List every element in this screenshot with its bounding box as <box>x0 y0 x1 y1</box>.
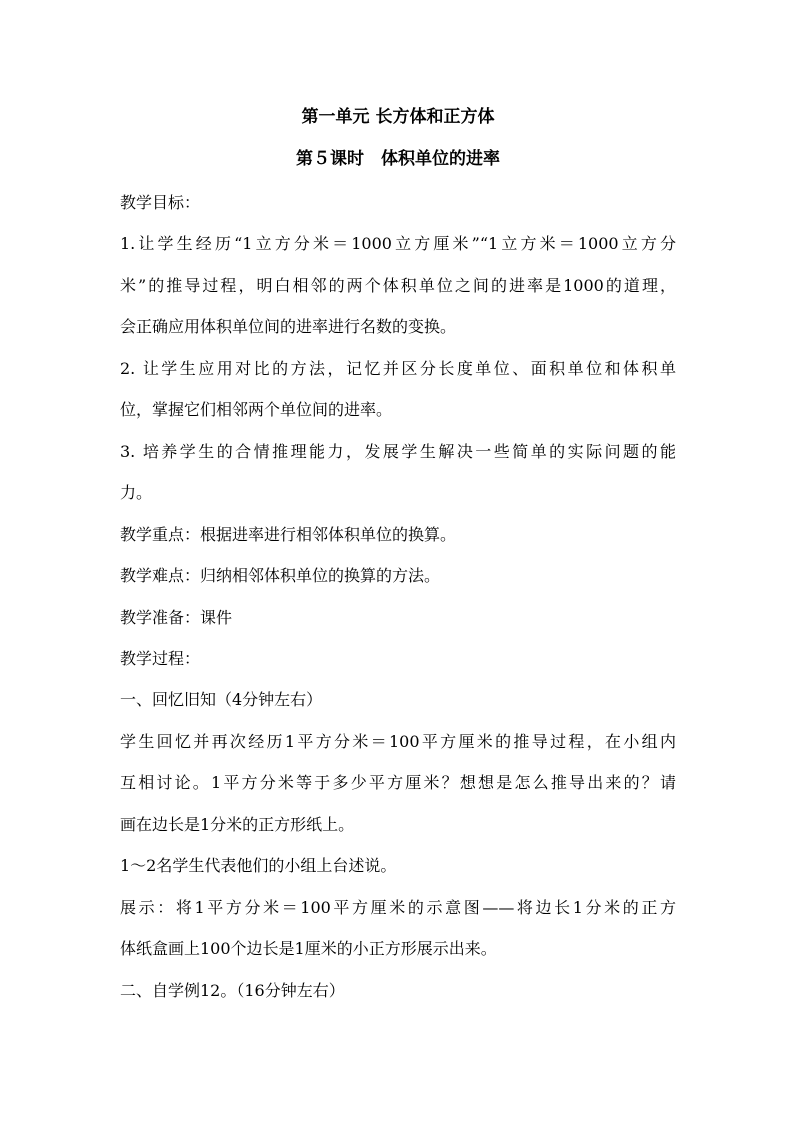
text-line: 展示：将1平方分米＝100平方厘米的示意图——将边长1分米的正方 <box>120 898 676 917</box>
text-line: 教学准备：课件 <box>120 608 233 627</box>
text-line: 画在边长是1分米的正方形纸上。 <box>120 815 355 834</box>
text-line: 一、回忆旧知（4分钟左右） <box>120 690 323 709</box>
text-line: 力。 <box>120 483 153 502</box>
unit-title: 第一单元 长方体和正方体 <box>301 107 495 127</box>
text-line: 学生回忆并再次经历1平方分米＝100平方厘米的推导过程，在小组内 <box>120 732 676 751</box>
text-line: 教学重点：根据进率进行相邻体积单位的换算。 <box>120 525 457 544</box>
text-line: 1.让学生经历“1立方分米＝1000立方厘米”“1立方米＝1000立方分 <box>120 234 676 253</box>
text-line: 教学目标： <box>120 193 201 212</box>
text-line: 位，掌握它们相邻两个单位间的进率。 <box>120 400 393 419</box>
text-line: 体纸盒画上100个边长是1厘米的小正方形展示出来。 <box>120 939 497 958</box>
document-page <box>120 0 676 1123</box>
text-line: 二、自学例12。（16分钟左右） <box>120 981 345 1000</box>
text-line: 教学难点：归纳相邻体积单位的换算的方法。 <box>120 566 441 585</box>
lesson-title: 第５课时 体积单位的进率 <box>296 149 500 169</box>
text-line: 会正确应用体积单位间的进率进行名数的变换。 <box>120 317 457 336</box>
text-line: 互相讨论。1平方分米等于多少平方厘米？想想是怎么推导出来的？请 <box>120 773 676 792</box>
text-line: 米”的推导过程，明白相邻的两个体积单位之间的进率是1000的道理， <box>120 276 676 295</box>
text-line: 1～2名学生代表他们的小组上台述说。 <box>120 856 397 875</box>
text-line: 3. 培养学生的合情推理能力，发展学生解决一些简单的实际问题的能 <box>120 442 676 461</box>
text-line: 教学过程： <box>120 649 201 668</box>
text-line: 2. 让学生应用对比的方法，记忆并区分长度单位、面积单位和体积单 <box>120 359 676 378</box>
